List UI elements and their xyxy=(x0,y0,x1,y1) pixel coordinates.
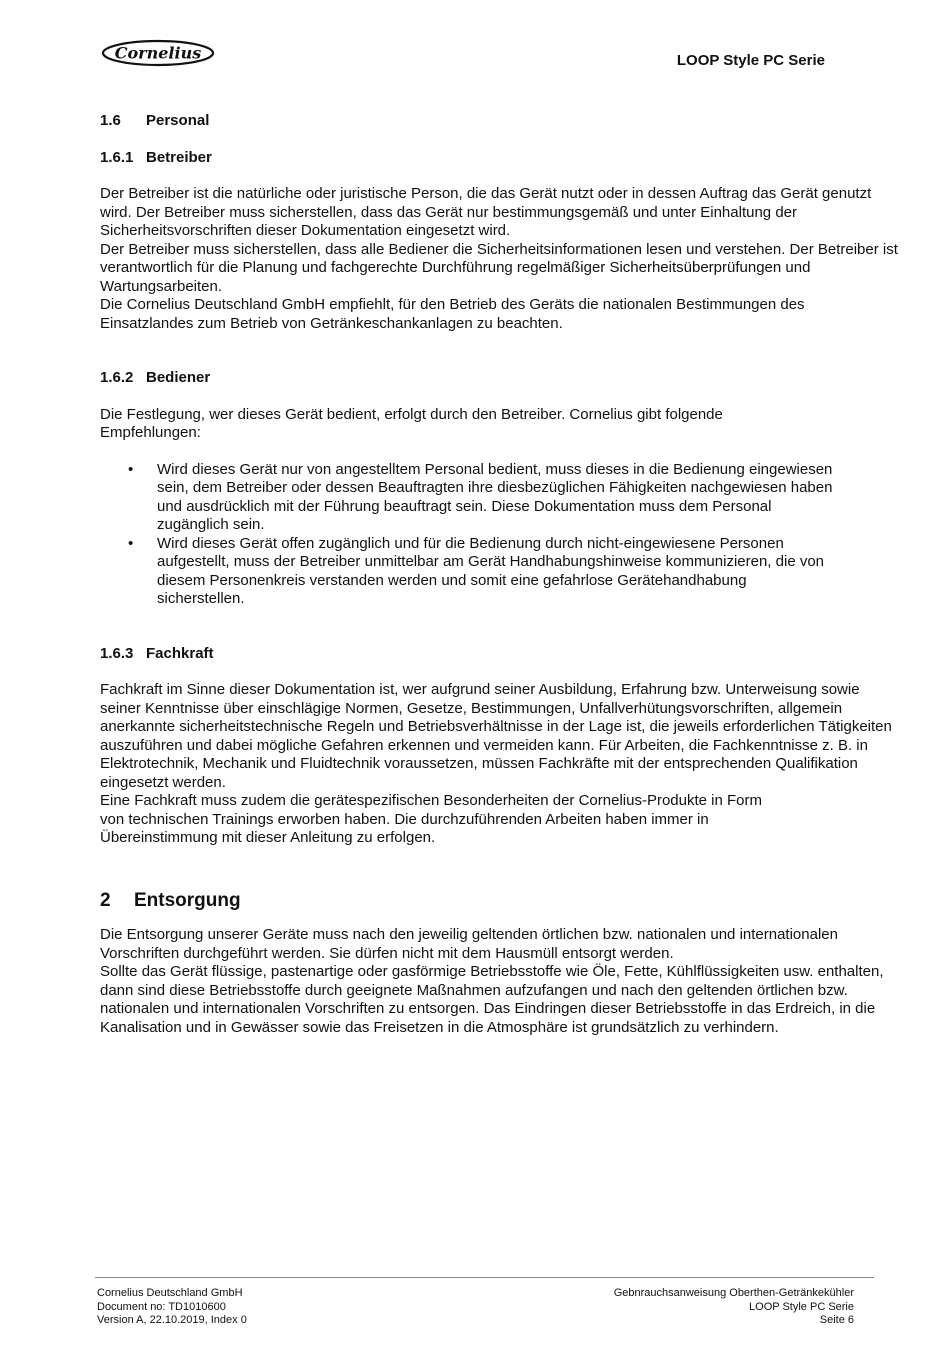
section-heading-bediener xyxy=(100,369,900,388)
section-number: 1.6.1 xyxy=(100,148,134,166)
paragraph: Der Betreiber muss sicherstellen, dass alle Bediener die Sicherheitsinformationen lesen und verstehen. Der Betreiber ist verantwortlich für die Planung und fachgerechte Durchführung regelmäßiger Sicherheitsüberprüfungen und Wartungsarbeiten. xyxy=(100,240,898,295)
paragraph: Eine Fachkraft muss zudem die gerätespezifischen Besonderheiten der Cornelius-Produkte in Form von technischen Trainings erworben haben. Die durchzuführenden Arbeiten haben immer in Übereinstimmung mit dieser Anleitung zu erfolgen. xyxy=(100,792,762,846)
section-title: Fachkraft xyxy=(146,644,214,662)
betreiber-body xyxy=(100,185,900,333)
paragraph: Fachkraft im Sinne dieser Dokumentation ist, wer aufgrund seiner Ausbildung, Erfahrung bzw. Unterweisung sowie seiner Kenntnisse über einschlägige Normen, Gesetze, Bestimmungen, Unfallverhütungsvorschriften, allgemein anerkannte sicherheitstechnische Regeln und Betriebsverhältnisse in der Lage ist, die jeweils erforderlichen Tätigkeiten auszuführen und dabei mögliche Gefahren erkennen und vermeiden kann. Für Arbeiten, die Fachkenntnisse z. B. in Elektrotechnik, Mechanik und Fluidtechnik voraussetzen, müssen Fachkräfte mit der entsprechenden Qualifikation eingesetzt werden. xyxy=(100,681,892,791)
svg-text:Cornelius: Cornelius xyxy=(114,43,202,63)
section-title: Bediener xyxy=(146,369,211,386)
section-heading-betreiber xyxy=(100,149,900,168)
chapter-heading-entsorgung xyxy=(100,889,900,911)
fachkraft-body xyxy=(100,681,900,848)
chapter-title: Entsorgung xyxy=(134,889,241,911)
page-content xyxy=(100,112,900,1037)
paragraph: Der Betreiber ist die natürliche oder juristische Person, die das Gerät nutzt oder in dessen Auftrag das Gerät genutzt wird. Der Betreiber muss sicherstellen, dass das Gerät nur bestimmungsgemäß und unter Einhaltung der Sicherheitsvorschriften dieser Dokumentation eingesetzt wird. xyxy=(100,185,872,239)
list-item-text: Wird dieses Gerät offen zugänglich und für die Bedienung durch nicht-eingewiesene Personen aufgestellt, muss der Betreiber unmittelbar am Gerät Handhabungshinweise kommunizieren, die von diesem Personenkreis verstanden werden und somit eine gefahrlose Gerätehandhabung sicherstellen. xyxy=(157,534,825,607)
footer-left xyxy=(97,1287,247,1328)
list-item xyxy=(100,461,835,535)
document-series-title: LOOP Style PC Serie xyxy=(676,52,825,69)
section-heading-fachkraft xyxy=(100,645,900,664)
bullet: • xyxy=(128,460,134,478)
section-number: 1.6 xyxy=(100,112,121,129)
chapter-number: 2 xyxy=(100,889,111,911)
paragraph: Die Cornelius Deutschland GmbH empfiehlt, für den Betrieb des Geräts die nationalen Bestimmungen des Einsatzlandes zum Betrieb von Getränkeschankanlagen zu beachten. xyxy=(100,296,805,332)
footer-doc-no: Document no: TD1010600 xyxy=(97,1300,226,1313)
section-number: 1.6.3 xyxy=(100,644,134,662)
list-item xyxy=(100,535,835,609)
footer-divider xyxy=(95,1277,874,1278)
footer-company: Cornelius Deutschland GmbH xyxy=(97,1287,243,1299)
cornelius-logo xyxy=(100,38,216,68)
section-heading-personal xyxy=(100,112,900,131)
section-title: Betreiber xyxy=(146,148,212,166)
entsorgung-body xyxy=(100,926,895,1037)
bullet: • xyxy=(128,534,134,552)
section-title: Personal xyxy=(146,112,210,129)
paragraph: Die Entsorgung unserer Geräte muss nach den jeweilig geltenden örtlichen bzw. nationalen und internationalen Vorschriften durchgeführt werden. Sie dürfen nicht mit dem Hausmüll entsorgt werden. xyxy=(100,926,838,962)
section-number: 1.6.2 xyxy=(100,369,134,386)
paragraph: Die Festlegung, wer dieses Gerät bedient, erfolgt durch den Betreiber. Cornelius gibt folgende Empfehlungen: xyxy=(100,405,723,441)
recommendation-list xyxy=(100,461,835,609)
footer-right xyxy=(614,1287,854,1328)
footer-page-number: Seite 6 xyxy=(819,1314,854,1326)
paragraph: Sollte das Gerät flüssige, pastenartige oder gasförmige Betriebsstoffe wie Öle, Fette, Kühlflüssigkeiten usw. enthalten, dann sind diese Betriebsstoffe durch geeignete Maßnahmen aufzufangen und nach den geltenden örtlichen bzw. nationalen und internationalen Vorschriften zu entsorgen. Das Eindringen dieser Betriebsstoffe in das Erdreich, in die Kanalisation und in Gewässer sowie das Freisetzen in die Atmosphäre ist grundsätzlich zu verhindern. xyxy=(100,963,884,1036)
footer-manual: Gebnrauchsanweisung Oberthen-Getränkekühler xyxy=(613,1287,854,1299)
footer-series: LOOP Style PC Serie xyxy=(749,1300,854,1313)
list-item-text: Wird dieses Gerät nur von angestelltem Personal bedient, muss dieses in die Bedienung eingewiesen sein, dem Betreiber oder dessen Beauftragten ihre diesbezüglichen Fähigkeiten nachgewiesen haben und ausdrücklich mit der Führung beauftragt sein. Diese Dokumentation muss dem Personal zugänglich sein. xyxy=(157,460,833,533)
footer-version: Version A, 22.10.2019, Index 0 xyxy=(97,1314,247,1326)
